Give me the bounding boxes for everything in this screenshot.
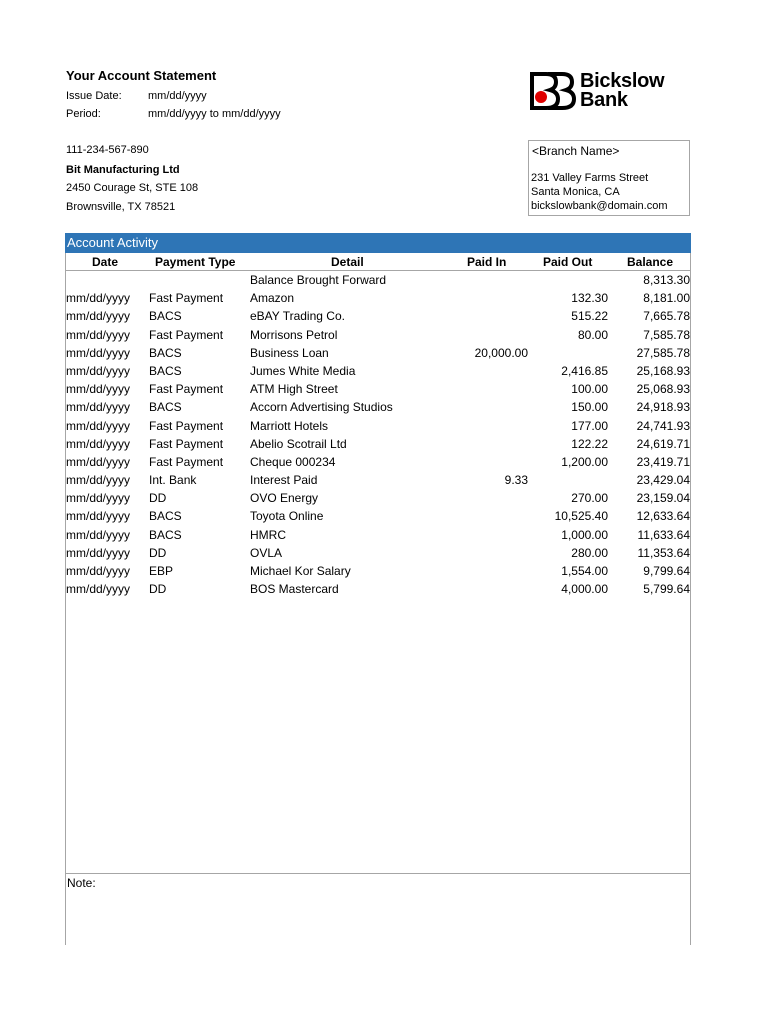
table-row xyxy=(66,326,690,344)
transaction-rows xyxy=(66,271,690,598)
branch-name: <Branch Name> xyxy=(532,144,620,158)
row-date: mm/dd/yyyy xyxy=(66,545,131,560)
row-paid-out: 150.00 xyxy=(571,400,608,415)
row-date: mm/dd/yyyy xyxy=(66,473,131,488)
row-detail: Morrisons Petrol xyxy=(250,327,338,342)
row-payment-type: Fast Payment xyxy=(149,382,224,397)
row-payment-type: BACS xyxy=(149,400,182,415)
row-payment-type: BACS xyxy=(149,345,182,360)
row-payment-type: EBP xyxy=(149,564,174,578)
row-detail: ATM High Street xyxy=(250,382,338,397)
row-detail: OVLA xyxy=(250,545,283,560)
row-paid-out: 515.22 xyxy=(571,309,608,324)
row-payment-type: BACS xyxy=(149,527,182,542)
note-label: Note: xyxy=(67,876,96,890)
activity-heading: Account Activity xyxy=(65,233,691,253)
col-payment-type: Payment Type xyxy=(155,255,236,269)
row-date: mm/dd/yyyy xyxy=(66,363,131,378)
row-payment-type: Fast Payment xyxy=(149,418,224,433)
row-paid-out: 122.22 xyxy=(571,436,608,451)
table-row xyxy=(66,435,690,453)
row-detail: HMRC xyxy=(250,527,286,542)
row-paid-out: 177.00 xyxy=(571,418,608,433)
row-date: mm/dd/yyyy xyxy=(66,436,131,451)
table-row xyxy=(66,580,690,598)
row-detail: Michael Kor Salary xyxy=(250,564,351,578)
table-row xyxy=(66,362,690,380)
row-detail: OVO Energy xyxy=(250,491,319,506)
row-balance: 25,068.93 xyxy=(636,382,690,397)
row-paid-out: 1,000.00 xyxy=(561,527,608,542)
row-paid-out: 1,200.00 xyxy=(561,454,608,469)
address-line2: Brownsville, TX 78521 xyxy=(66,201,176,213)
row-paid-out: 270.00 xyxy=(571,491,608,506)
row-date: mm/dd/yyyy xyxy=(66,564,131,578)
row-balance: 5,799.64 xyxy=(643,582,690,597)
issue-date-value: mm/dd/yyyy xyxy=(148,90,207,102)
row-detail: eBAY Trading Co. xyxy=(250,309,345,324)
row-balance: 11,633.64 xyxy=(637,527,690,542)
col-paid-in: Paid In xyxy=(467,255,507,269)
row-payment-type: BACS xyxy=(149,509,182,524)
row-detail: BOS Mastercard xyxy=(250,582,339,597)
table-row xyxy=(66,453,690,471)
company-name: Bit Manufacturing Ltd xyxy=(66,164,180,176)
issue-date-label: Issue Date: xyxy=(66,90,122,102)
statement-title: Your Account Statement xyxy=(66,68,217,83)
branch-city: Santa Monica, CA xyxy=(531,186,620,198)
period-label: Period: xyxy=(66,108,101,120)
row-detail: Jumes White Media xyxy=(250,363,356,378)
branch-box xyxy=(528,140,690,216)
row-paid-out: 80.00 xyxy=(577,327,608,342)
table-row xyxy=(66,289,690,307)
col-detail: Detail xyxy=(331,255,364,269)
row-balance: 24,619.71 xyxy=(636,436,690,451)
account-activity xyxy=(65,233,691,945)
table-row xyxy=(66,344,690,362)
column-headers xyxy=(66,253,690,271)
row-detail: Cheque 000234 xyxy=(250,454,336,469)
row-payment-type: Fast Payment xyxy=(149,436,224,451)
row-date: mm/dd/yyyy xyxy=(66,309,131,324)
row-detail: Marriott Hotels xyxy=(250,418,329,433)
row-balance: 12,633.64 xyxy=(636,509,690,524)
row-detail: Balance Brought Forward xyxy=(250,273,387,287)
row-payment-type: BACS xyxy=(149,309,182,324)
row-date: mm/dd/yyyy xyxy=(66,327,131,342)
row-balance: 9,799.64 xyxy=(643,564,690,578)
row-detail: Abelio Scotrail Ltd xyxy=(250,436,347,451)
row-date: mm/dd/yyyy xyxy=(66,382,131,397)
row-date: mm/dd/yyyy xyxy=(66,582,131,597)
row-paid-out: 132.30 xyxy=(571,291,608,306)
branch-street: 231 Valley Farms Street xyxy=(531,172,649,184)
row-balance: 23,429.04 xyxy=(636,473,690,488)
row-detail: Accorn Advertising Studios xyxy=(250,400,393,415)
table-row xyxy=(66,398,690,416)
row-detail: Interest Paid xyxy=(250,473,318,488)
row-balance: 23,419.71 xyxy=(636,454,690,469)
row-balance: 23,159.04 xyxy=(636,491,690,506)
row-date: mm/dd/yyyy xyxy=(66,345,131,360)
row-date: mm/dd/yyyy xyxy=(66,527,131,542)
row-payment-type: DD xyxy=(149,491,167,506)
row-balance: 25,168.93 xyxy=(636,363,690,378)
row-payment-type: DD xyxy=(149,582,167,597)
period-value: mm/dd/yyyy to mm/dd/yyyy xyxy=(148,108,281,120)
table-row xyxy=(66,562,690,580)
row-payment-type: DD xyxy=(149,545,167,560)
row-payment-type: Fast Payment xyxy=(149,291,224,306)
row-payment-type: Fast Payment xyxy=(149,454,224,469)
note-divider xyxy=(66,873,690,874)
row-paid-out: 10,525.40 xyxy=(554,509,608,524)
row-date: mm/dd/yyyy xyxy=(66,400,131,415)
bank-logo xyxy=(530,72,690,112)
row-paid-out: 280.00 xyxy=(571,545,608,560)
row-date: mm/dd/yyyy xyxy=(66,491,131,506)
row-balance: 8,313.30 xyxy=(643,273,690,287)
row-date: mm/dd/yyyy xyxy=(66,454,131,469)
row-detail: Amazon xyxy=(250,291,295,306)
row-date: mm/dd/yyyy xyxy=(66,509,131,524)
table-row xyxy=(66,417,690,435)
row-paid-out: 100.00 xyxy=(571,382,608,397)
row-detail: Toyota Online xyxy=(250,509,324,524)
col-date: Date xyxy=(92,255,119,269)
table-row xyxy=(66,489,690,507)
row-payment-type: Int. Bank xyxy=(149,473,197,488)
row-paid-out: 4,000.00 xyxy=(561,582,608,597)
row-balance: 11,353.64 xyxy=(637,545,690,560)
row-balance: 8,181.00 xyxy=(643,291,690,306)
row-balance: 7,585.78 xyxy=(643,327,690,342)
row-detail: Business Loan xyxy=(250,345,329,360)
col-paid-out: Paid Out xyxy=(543,255,593,269)
row-date: mm/dd/yyyy xyxy=(66,291,131,306)
address-line1: 2450 Courage St, STE 108 xyxy=(66,182,199,194)
table-row xyxy=(66,471,690,489)
row-paid-in: 20,000.00 xyxy=(474,345,528,360)
bank-name-line1: Bickslow xyxy=(580,70,665,92)
branch-email: bickslowbank@domain.com xyxy=(531,200,668,212)
row-paid-in: 9.33 xyxy=(504,473,528,488)
col-balance: Balance xyxy=(627,255,674,269)
row-balance: 27,585.78 xyxy=(636,345,690,360)
table-row xyxy=(66,526,690,544)
row-balance: 7,665.78 xyxy=(643,309,690,324)
row-balance: 24,741.93 xyxy=(636,418,690,433)
row-payment-type: BACS xyxy=(149,363,182,378)
account-number: 111-234-567-890 xyxy=(66,144,149,156)
row-balance: 24,918.93 xyxy=(636,400,690,415)
row-payment-type: Fast Payment xyxy=(149,327,224,342)
table-row xyxy=(66,544,690,562)
bank-name-line2: Bank xyxy=(580,89,628,111)
row-paid-out: 2,416.85 xyxy=(561,363,608,378)
table-row xyxy=(66,271,690,289)
row-paid-out: 1,554.00 xyxy=(561,564,608,578)
row-date: mm/dd/yyyy xyxy=(66,418,131,433)
table-row xyxy=(66,380,690,398)
table-row xyxy=(66,307,690,325)
table-row xyxy=(66,507,690,525)
bank-logo-mark xyxy=(530,72,578,110)
